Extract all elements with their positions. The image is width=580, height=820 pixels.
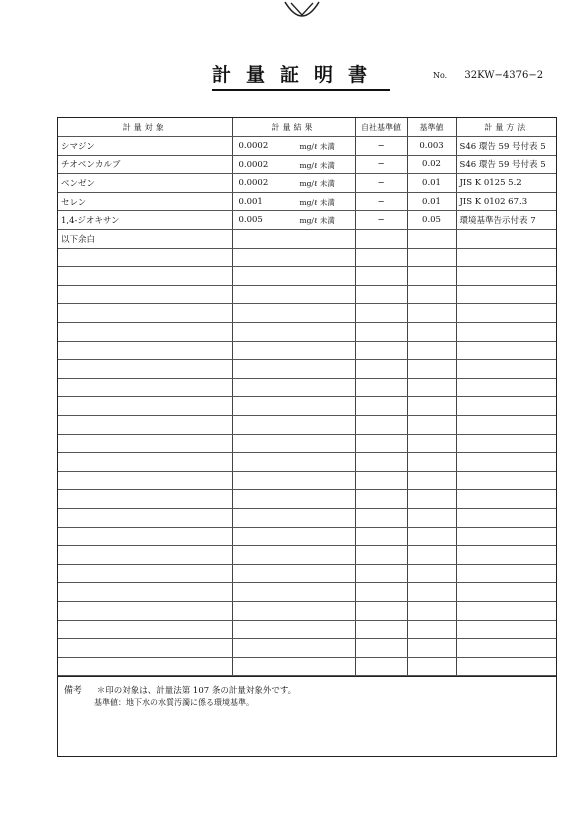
- cell-method: [456, 304, 556, 323]
- cell-standard: [407, 546, 456, 565]
- table-row: [58, 341, 556, 360]
- cell-own-standard: [355, 546, 407, 565]
- cell-method: [456, 416, 556, 435]
- cell-result: [232, 378, 355, 397]
- cell-method: S46 環告 59 号付表 5: [456, 137, 556, 156]
- cell-own-standard: −: [355, 192, 407, 211]
- cell-own-standard: [355, 416, 407, 435]
- cell-method: [456, 508, 556, 527]
- cell-result: [232, 155, 355, 174]
- cell-method: [456, 434, 556, 453]
- cell-method: [456, 471, 556, 490]
- cell-standard: [407, 304, 456, 323]
- cell-result: [232, 285, 355, 304]
- cell-method: [456, 248, 556, 267]
- cell-item: [58, 416, 232, 435]
- cell-standard: [407, 230, 456, 249]
- cell-own-standard: [355, 657, 407, 676]
- table-row: [58, 323, 556, 342]
- cell-item: [58, 453, 232, 472]
- cell-own-standard: −: [355, 155, 407, 174]
- cell-result: [232, 471, 355, 490]
- cell-own-standard: −: [355, 211, 407, 230]
- cell-standard: [407, 285, 456, 304]
- cell-result: [232, 416, 355, 435]
- cell-result: [232, 601, 355, 620]
- cell-item: 1,4-ジオキサン: [58, 211, 232, 230]
- cell-item: [58, 341, 232, 360]
- cell-method: JIS K 0102 67.3: [456, 192, 556, 211]
- cell-standard: 0.003: [407, 137, 456, 156]
- cell-item: [58, 397, 232, 416]
- cell-item: [58, 323, 232, 342]
- cell-own-standard: [355, 304, 407, 323]
- cell-own-standard: [355, 248, 407, 267]
- table-row: [58, 564, 556, 583]
- cell-own-standard: [355, 323, 407, 342]
- cell-standard: [407, 620, 456, 639]
- cell-item: [58, 546, 232, 565]
- result-unit: mg/ℓ 未満: [299, 216, 335, 226]
- cell-method: [456, 620, 556, 639]
- header-method: 計量方法: [456, 118, 556, 137]
- table-row: [58, 304, 556, 323]
- cell-method: [456, 397, 556, 416]
- cell-standard: [407, 471, 456, 490]
- table-row: [58, 230, 556, 249]
- table-row: [58, 397, 556, 416]
- cell-own-standard: [355, 564, 407, 583]
- cell-result: [232, 248, 355, 267]
- table-row: [58, 192, 556, 211]
- cell-result: [232, 192, 355, 211]
- cell-own-standard: [355, 434, 407, 453]
- cell-method: JIS K 0125 5.2: [456, 174, 556, 193]
- cell-standard: [407, 323, 456, 342]
- cell-standard: 0.01: [407, 192, 456, 211]
- remarks-line-1: ＊印の対象は、計量法第 107 条の計量対象外です。: [96, 686, 297, 697]
- table-row: [58, 416, 556, 435]
- cell-method: [456, 527, 556, 546]
- certificate-number: [433, 70, 543, 81]
- cell-own-standard: [355, 639, 407, 658]
- cell-item: チオベンカルブ: [58, 155, 232, 174]
- cell-method: [456, 453, 556, 472]
- cell-result: [232, 657, 355, 676]
- cell-method: [456, 639, 556, 658]
- table-row: [58, 490, 556, 509]
- measurement-table: [57, 117, 557, 757]
- cell-own-standard: [355, 601, 407, 620]
- cell-result: [232, 323, 355, 342]
- result-value: 0.005: [238, 215, 263, 226]
- header-standard: 基準値: [407, 118, 456, 137]
- cell-item: [58, 304, 232, 323]
- cell-item: 以下余白: [58, 230, 232, 249]
- cell-result: [232, 508, 355, 527]
- cell-standard: [407, 490, 456, 509]
- cell-result: [232, 137, 355, 156]
- cell-standard: [407, 453, 456, 472]
- cell-item: [58, 564, 232, 583]
- cell-standard: [407, 508, 456, 527]
- cell-method: [456, 601, 556, 620]
- header-own-standard: 自社基準値: [355, 118, 407, 137]
- table-row: [58, 471, 556, 490]
- result-value: 0.0002: [238, 141, 269, 152]
- cell-item: [58, 657, 232, 676]
- cell-own-standard: [355, 620, 407, 639]
- remarks-label: 備考: [64, 686, 83, 697]
- cell-item: [58, 248, 232, 267]
- cell-standard: [407, 248, 456, 267]
- cell-method: [456, 267, 556, 286]
- cell-standard: [407, 360, 456, 379]
- cell-own-standard: [355, 490, 407, 509]
- cell-standard: 0.05: [407, 211, 456, 230]
- cell-own-standard: [355, 285, 407, 304]
- cell-standard: [407, 378, 456, 397]
- cell-item: ベンゼン: [58, 174, 232, 193]
- table-row: [58, 137, 556, 156]
- cell-result: [232, 360, 355, 379]
- cell-result: [232, 453, 355, 472]
- cell-standard: 0.01: [407, 174, 456, 193]
- cell-own-standard: [355, 527, 407, 546]
- cell-result: [232, 546, 355, 565]
- table-row: [58, 620, 556, 639]
- cell-result: [232, 564, 355, 583]
- table-row: [58, 285, 556, 304]
- cell-method: [456, 490, 556, 509]
- table-row: [58, 248, 556, 267]
- cell-item: セレン: [58, 192, 232, 211]
- table-row: [58, 508, 556, 527]
- seal-mark: [283, 0, 321, 22]
- cell-standard: [407, 397, 456, 416]
- document-title: 計量証明書: [212, 60, 390, 91]
- cell-result: [232, 211, 355, 230]
- cell-own-standard: [355, 378, 407, 397]
- cell-result: [232, 490, 355, 509]
- table-row: [58, 583, 556, 602]
- result-value: 0.0002: [238, 178, 269, 189]
- cell-standard: [407, 583, 456, 602]
- remarks-line-2: 基準値：地下水の水質汚濁に係る環境基準。: [94, 698, 254, 708]
- cell-result: [232, 267, 355, 286]
- cell-own-standard: [355, 230, 407, 249]
- table-row: [58, 601, 556, 620]
- table-row: [58, 378, 556, 397]
- cell-item: [58, 620, 232, 639]
- cell-standard: [407, 267, 456, 286]
- cell-own-standard: −: [355, 137, 407, 156]
- result-value: 0.0002: [238, 159, 269, 170]
- cell-result: [232, 230, 355, 249]
- cell-standard: [407, 341, 456, 360]
- result-unit: mg/ℓ 未満: [299, 197, 335, 207]
- cell-result: [232, 434, 355, 453]
- cell-result: [232, 397, 355, 416]
- table-row: [58, 174, 556, 193]
- cell-result: [232, 341, 355, 360]
- result-unit: mg/ℓ 未満: [299, 160, 335, 170]
- table-row: [58, 546, 556, 565]
- table-row: [58, 267, 556, 286]
- cell-own-standard: [355, 397, 407, 416]
- cell-method: [456, 230, 556, 249]
- cell-standard: [407, 564, 456, 583]
- cell-item: [58, 508, 232, 527]
- cell-item: [58, 378, 232, 397]
- cell-item: [58, 527, 232, 546]
- cell-method: [456, 657, 556, 676]
- remarks-section: [58, 676, 556, 756]
- cell-own-standard: [355, 471, 407, 490]
- cell-standard: [407, 639, 456, 658]
- table-header-row: [58, 118, 556, 137]
- cell-own-standard: [355, 267, 407, 286]
- cell-method: S46 環告 59 号付表 5: [456, 155, 556, 174]
- table-row: [58, 434, 556, 453]
- cell-item: [58, 267, 232, 286]
- result-unit: mg/ℓ 未満: [299, 179, 335, 189]
- cell-result: [232, 527, 355, 546]
- cell-method: [456, 341, 556, 360]
- cell-item: [58, 285, 232, 304]
- cell-result: [232, 174, 355, 193]
- cell-item: [58, 639, 232, 658]
- result-unit: mg/ℓ 未満: [299, 142, 335, 152]
- cell-standard: [407, 527, 456, 546]
- cell-method: [456, 378, 556, 397]
- cell-method: [456, 564, 556, 583]
- cell-method: 環境基準告示付表 7: [456, 211, 556, 230]
- cell-result: [232, 639, 355, 658]
- cell-item: [58, 434, 232, 453]
- cell-own-standard: [355, 341, 407, 360]
- certificate-number-value: 32KW−4376−2: [464, 70, 544, 81]
- cell-method: [456, 360, 556, 379]
- cell-method: [456, 323, 556, 342]
- cell-own-standard: [355, 583, 407, 602]
- result-value: 0.001: [238, 196, 263, 207]
- cell-method: [456, 285, 556, 304]
- cell-item: [58, 360, 232, 379]
- cell-item: シマジン: [58, 137, 232, 156]
- cell-method: [456, 546, 556, 565]
- header-item: 計量対象: [58, 118, 232, 137]
- cell-standard: [407, 416, 456, 435]
- table-row: [58, 360, 556, 379]
- cell-own-standard: [355, 508, 407, 527]
- cell-result: [232, 304, 355, 323]
- cell-item: [58, 583, 232, 602]
- certificate-number-label: No.: [433, 71, 448, 80]
- table-row: [58, 453, 556, 472]
- table-row: [58, 657, 556, 676]
- cell-own-standard: −: [355, 174, 407, 193]
- cell-item: [58, 490, 232, 509]
- cell-result: [232, 620, 355, 639]
- cell-standard: [407, 657, 456, 676]
- cell-result: [232, 583, 355, 602]
- table-row: [58, 211, 556, 230]
- table-row: [58, 155, 556, 174]
- table-row: [58, 639, 556, 658]
- cell-item: [58, 601, 232, 620]
- cell-standard: [407, 601, 456, 620]
- header-result: 計量結果: [232, 118, 355, 137]
- cell-own-standard: [355, 453, 407, 472]
- table-row: [58, 527, 556, 546]
- cell-item: [58, 471, 232, 490]
- cell-own-standard: [355, 360, 407, 379]
- cell-standard: [407, 434, 456, 453]
- cell-method: [456, 583, 556, 602]
- cell-standard: 0.02: [407, 155, 456, 174]
